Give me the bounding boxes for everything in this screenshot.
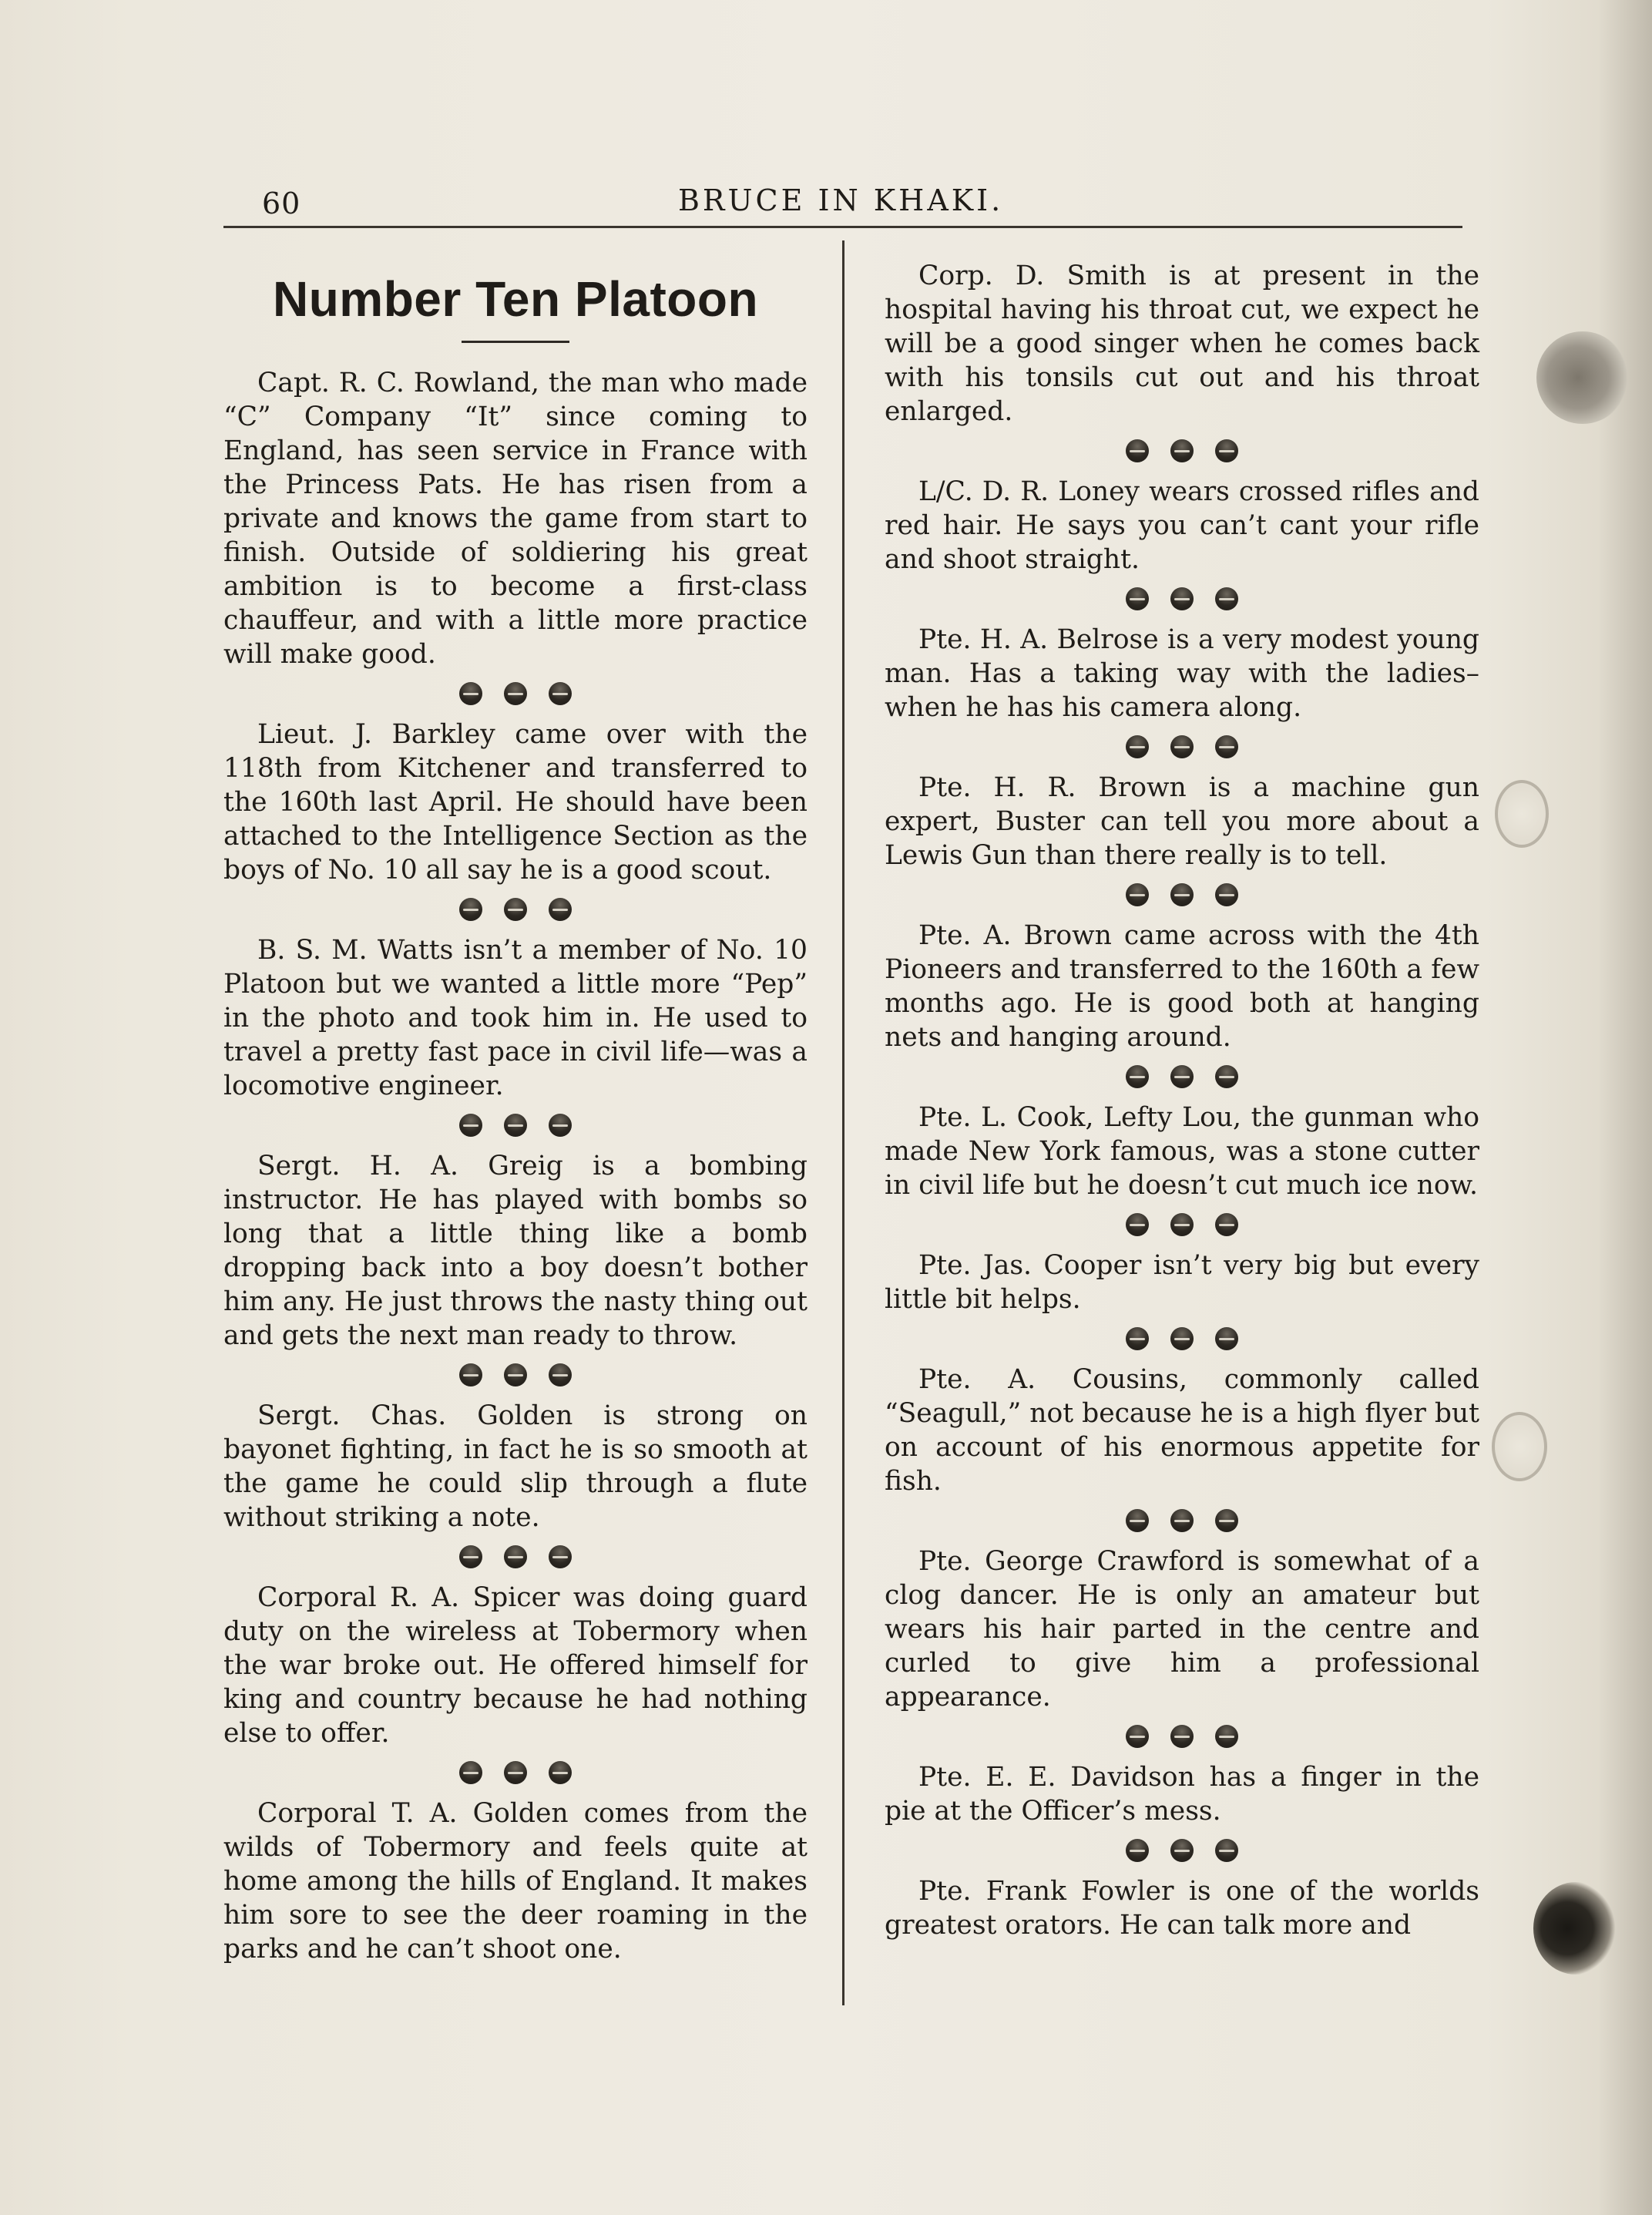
ornament-divider <box>885 735 1479 758</box>
ornament-divider <box>885 587 1479 610</box>
ornament-divider <box>885 883 1479 906</box>
ornament-dot-icon <box>1126 1509 1149 1532</box>
ornament-dot-icon <box>504 898 527 921</box>
ornament-dot-icon <box>1215 1725 1238 1748</box>
entry-barkley: Lieut. J. Barkley came over with the 118th from Kitchener and transferred to the 160th last April. He should have been attached to the Intelligence Section as the boys of No. 10 all say he is a good scout. <box>223 719 808 886</box>
ornament-divider <box>885 439 1479 462</box>
ornament-dot-icon <box>459 682 482 705</box>
ornament-divider <box>223 1545 808 1568</box>
entry-cousins: Pte. A. Cousins, commonly called “Seagull,” not because he is a high flyer but on account of his enormous appetite for fish. <box>885 1364 1479 1497</box>
ornament-divider <box>223 1761 808 1784</box>
ornament-dot-icon <box>1126 735 1149 758</box>
ornament-dot-icon <box>504 682 527 705</box>
ornament-dot-icon <box>1126 1725 1149 1748</box>
entry-a-brown: Pte. A. Brown came across with the 4th Pioneers and transferred to the 160th a few months ago. He is good both at hanging nets and hanging around. <box>885 920 1479 1053</box>
ornament-dot-icon <box>459 1545 482 1568</box>
ornament-dot-icon <box>1170 439 1194 462</box>
ornament-dot-icon <box>1170 1065 1194 1088</box>
ornament-dot-icon <box>1126 1213 1149 1236</box>
ornament-dot-icon <box>504 1114 527 1137</box>
ornament-divider <box>223 898 808 921</box>
entry-belrose: Pte. H. A. Belrose is a very modest young man. Has a taking way with the ladies–when he has his camera along. <box>885 624 1479 723</box>
entry-davidson: Pte. E. E. Davidson has a finger in the pie at the Officer’s mess. <box>885 1762 1479 1827</box>
ornament-dot-icon <box>1126 1065 1149 1088</box>
entry-smith: Corp. D. Smith is at present in the hospital having his throat cut, we expect he will be a good singer when he comes back with his tonsils cut out and his throat enlarged. <box>885 260 1479 427</box>
ornament-dot-icon <box>549 1363 572 1386</box>
ornament-dot-icon <box>549 1545 572 1568</box>
entry-crawford: Pte. George Crawford is somewhat of a clog dancer. He is only an amateur but wears his hair parted in the centre and curled to give him a professional appearance. <box>885 1546 1479 1713</box>
ornament-divider <box>885 1725 1479 1748</box>
ornament-dot-icon <box>1215 1839 1238 1862</box>
page-edge-shadow <box>1598 0 1652 2215</box>
ornament-dot-icon <box>1215 439 1238 462</box>
entry-spicer: Corporal R. A. Spicer was doing guard duty on the wireless at Tobermory when the war broke out. He offered himself for king and country because he had nothing else to offer. <box>223 1582 808 1749</box>
title-rule <box>462 341 569 343</box>
ornament-dot-icon <box>459 1363 482 1386</box>
ornament-divider <box>885 1065 1479 1088</box>
ornament-dot-icon <box>459 1114 482 1137</box>
entry-loney: L/C. D. R. Loney wears crossed rifles and red hair. He says you can’t cant your rifle and shoot straight. <box>885 476 1479 575</box>
right-column <box>885 259 1479 1942</box>
ornament-divider <box>885 1509 1479 1532</box>
binding-hole-lower-middle <box>1492 1412 1547 1481</box>
ornament-divider <box>885 1327 1479 1350</box>
ornament-divider <box>885 1839 1479 1862</box>
entry-fowler: Pte. Frank Fowler is one of the worlds greatest orators. He can talk more and <box>885 1876 1479 1941</box>
running-title: BRUCE IN KHAKI. <box>678 183 1004 217</box>
ornament-dot-icon <box>459 898 482 921</box>
ornament-dot-icon <box>1215 883 1238 906</box>
article-title: Number Ten Platoon <box>272 271 759 327</box>
entry-watts: B. S. M. Watts isn’t a member of No. 10 Platoon but we wanted a little more “Pep” in the photo and took him in. He used to travel a pretty fast pace in civil life—was a locomotive engineer. <box>223 935 808 1101</box>
ornament-dot-icon <box>1170 1509 1194 1532</box>
ornament-dot-icon <box>1170 1327 1194 1350</box>
ornament-dot-icon <box>549 1761 572 1784</box>
page-header <box>223 179 1464 225</box>
entry-cook: Pte. L. Cook, Lefty Lou, the gunman who made New York famous, was a stone cutter in civil life but he doesn’t cut much ice now. <box>885 1102 1479 1201</box>
ornament-divider <box>885 1213 1479 1236</box>
ornament-dot-icon <box>1170 1839 1194 1862</box>
entry-greig: Sergt. H. A. Greig is a bombing instructor. He has played with bombs so long that a little thing like a bomb dropping back into a boy doesn’t bother him any. He just throws the nasty thing out and gets the next man ready to throw. <box>223 1151 808 1351</box>
ornament-divider <box>223 682 808 705</box>
entry-ta-golden: Corporal T. A. Golden comes from the wilds of Tobermory and feels quite at home among the hills of England. It makes him sore to see the deer roaming in the parks and he can’t shoot one. <box>223 1798 808 1965</box>
ornament-dot-icon <box>504 1545 527 1568</box>
ornament-dot-icon <box>1170 587 1194 610</box>
ornament-dot-icon <box>549 682 572 705</box>
column-rule <box>842 240 844 2005</box>
ornament-dot-icon <box>1170 735 1194 758</box>
ornament-dot-icon <box>1126 883 1149 906</box>
ornament-dot-icon <box>1126 1327 1149 1350</box>
entry-rowland: Capt. R. C. Rowland, the man who made “C” Company “It” since coming to England, has seen service in France with the Princess Pats. He has risen from a private and knows the game from start to finish. Outside of soldiering his great ambition is to become a first-class chauffeur, and with a little more practice will make good. <box>223 368 808 670</box>
binding-hole-upper-middle <box>1495 780 1549 848</box>
ornament-dot-icon <box>1215 1213 1238 1236</box>
ornament-dot-icon <box>459 1761 482 1784</box>
ornament-dot-icon <box>504 1363 527 1386</box>
binding-hole-top <box>1536 331 1629 424</box>
ornament-dot-icon <box>1215 1327 1238 1350</box>
ornament-divider <box>223 1114 808 1137</box>
ornament-dot-icon <box>1126 439 1149 462</box>
ornament-dot-icon <box>1215 1509 1238 1532</box>
ornament-dot-icon <box>549 1114 572 1137</box>
page-number: 60 <box>262 187 301 220</box>
ornament-dot-icon <box>1170 883 1194 906</box>
entry-chas-golden: Sergt. Chas. Golden is strong on bayonet fighting, in fact he is so smooth at the game he could slip through a flute without striking a note. <box>223 1400 808 1533</box>
ornament-divider <box>223 1363 808 1386</box>
ornament-dot-icon <box>1215 735 1238 758</box>
ornament-dot-icon <box>1170 1213 1194 1236</box>
left-column <box>223 254 808 1966</box>
ornament-dot-icon <box>1126 1839 1149 1862</box>
entry-cooper: Pte. Jas. Cooper isn’t very big but every little bit helps. <box>885 1250 1479 1315</box>
entry-hr-brown: Pte. H. R. Brown is a machine gun expert, Buster can tell you more about a Lewis Gun than there really is to tell. <box>885 772 1479 871</box>
header-rule <box>223 226 1462 228</box>
ornament-dot-icon <box>1170 1725 1194 1748</box>
ornament-dot-icon <box>1215 587 1238 610</box>
ornament-dot-icon <box>1215 1065 1238 1088</box>
ornament-dot-icon <box>504 1761 527 1784</box>
binding-hole-bottom <box>1533 1882 1618 1975</box>
ornament-dot-icon <box>549 898 572 921</box>
ornament-dot-icon <box>1126 587 1149 610</box>
